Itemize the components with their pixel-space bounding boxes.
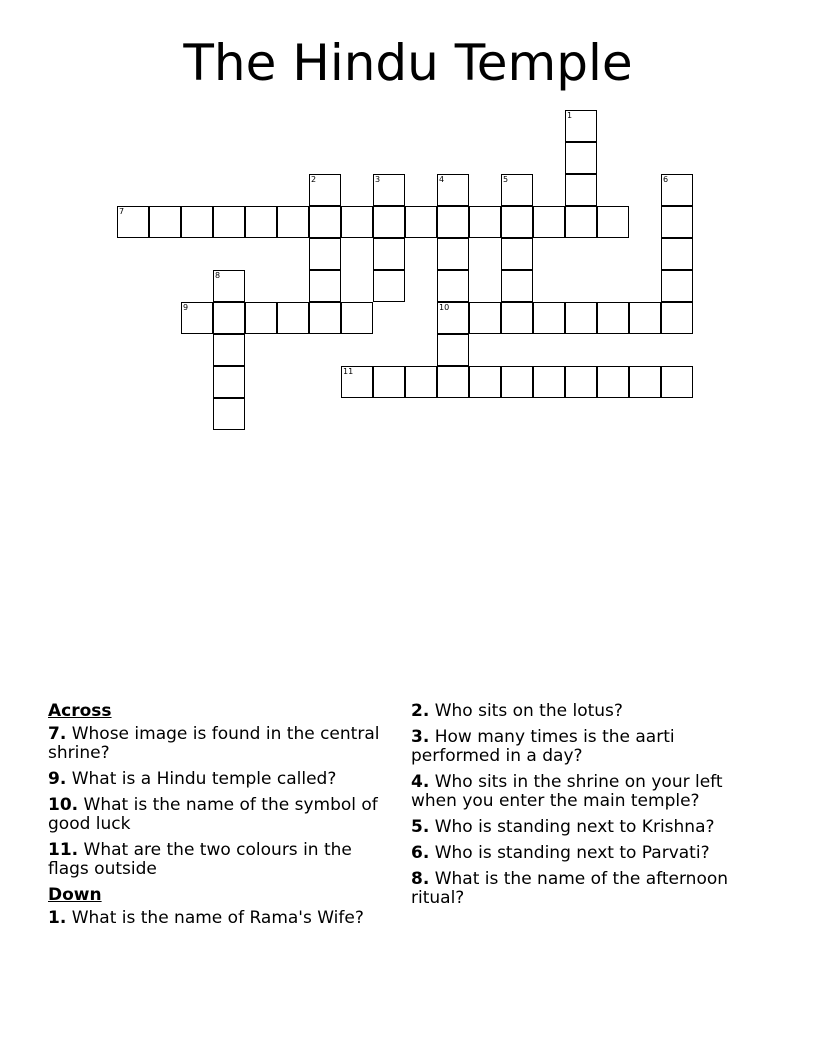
cell-number: 9 (183, 303, 189, 312)
clues-left-column (48, 702, 383, 935)
clue-down-4 (411, 773, 766, 811)
crossword-grid (0, 0, 816, 460)
clue-across-10 (48, 796, 383, 834)
clue-number: 5. (411, 817, 430, 837)
clue-number: 3. (411, 727, 430, 747)
grid-cell[interactable] (277, 206, 309, 238)
clue-number: 10. (48, 795, 79, 815)
grid-cell[interactable] (373, 238, 405, 270)
grid-cell[interactable] (245, 206, 277, 238)
grid-cell[interactable] (373, 366, 405, 398)
grid-cell[interactable] (149, 206, 181, 238)
grid-cell[interactable] (501, 366, 533, 398)
grid-cell[interactable] (597, 206, 629, 238)
grid-cell[interactable] (213, 302, 245, 334)
grid-cell[interactable] (629, 302, 661, 334)
grid-cell[interactable] (309, 238, 341, 270)
clue-down-5 (411, 818, 766, 837)
grid-cell[interactable] (565, 366, 597, 398)
grid-cell[interactable] (437, 270, 469, 302)
grid-cell[interactable] (373, 270, 405, 302)
cell-number: 10 (439, 303, 450, 312)
grid-cell[interactable] (533, 206, 565, 238)
grid-cell[interactable] (501, 270, 533, 302)
cell-number: 1 (567, 111, 573, 120)
cell-number: 6 (663, 175, 669, 184)
grid-cell[interactable] (565, 174, 597, 206)
grid-cell[interactable] (437, 238, 469, 270)
clue-number: 8. (411, 869, 430, 889)
grid-cell[interactable] (501, 238, 533, 270)
clue-text: What is the name of the symbol of good luck (48, 795, 378, 834)
grid-cell[interactable] (661, 206, 693, 238)
clue-across-11 (48, 841, 383, 879)
down-heading: Down (48, 885, 102, 905)
cell-number: 4 (439, 175, 445, 184)
grid-cell[interactable] (309, 302, 341, 334)
grid-cell[interactable] (277, 302, 309, 334)
grid-cell[interactable] (501, 206, 533, 238)
grid-cell[interactable] (245, 302, 277, 334)
clue-text: Who is standing next to Parvati? (434, 843, 710, 863)
grid-cell[interactable] (501, 302, 533, 334)
grid-cell[interactable] (341, 206, 373, 238)
grid-cell[interactable] (565, 206, 597, 238)
cell-number: 11 (343, 367, 354, 376)
page-title: The Hindu Temple (183, 34, 633, 92)
grid-cell[interactable] (469, 206, 501, 238)
grid-cell[interactable] (565, 110, 597, 142)
grid-cell[interactable] (597, 366, 629, 398)
clue-text: Who is standing next to Krishna? (434, 817, 715, 837)
cell-number: 2 (311, 175, 317, 184)
grid-cell[interactable] (437, 302, 469, 334)
grid-cell[interactable] (181, 302, 213, 334)
grid-cell[interactable] (661, 302, 693, 334)
clue-number: 4. (411, 772, 430, 792)
cell-number: 8 (215, 271, 221, 280)
clue-number: 9. (48, 769, 67, 789)
clue-text: What are the two colours in the flags outside (48, 840, 352, 879)
clues-right-column (411, 702, 766, 915)
clue-text: Who sits on the lotus? (434, 701, 623, 721)
clue-down-8 (411, 870, 766, 908)
clue-across-7 (48, 725, 383, 763)
clue-number: 6. (411, 843, 430, 863)
clue-down-2 (411, 702, 766, 721)
grid-cell[interactable] (309, 174, 341, 206)
cell-number: 7 (119, 207, 125, 216)
clue-text: How many times is the aarti performed in a day? (411, 727, 675, 766)
grid-cell[interactable] (405, 206, 437, 238)
grid-cell[interactable] (373, 206, 405, 238)
grid-cell[interactable] (309, 270, 341, 302)
grid-cell[interactable] (533, 302, 565, 334)
grid-cell[interactable] (565, 142, 597, 174)
clue-number: 7. (48, 724, 67, 744)
clue-text: Whose image is found in the central shrine? (48, 724, 380, 763)
grid-cell[interactable] (501, 174, 533, 206)
grid-cell[interactable] (117, 206, 149, 238)
grid-cell[interactable] (661, 366, 693, 398)
clue-number: 11. (48, 840, 79, 860)
clue-number: 1. (48, 908, 67, 928)
grid-cell[interactable] (469, 366, 501, 398)
grid-cell[interactable] (213, 398, 245, 430)
cell-number: 3 (375, 175, 381, 184)
clue-text: Who sits in the shrine on your left when you enter the main temple? (411, 772, 723, 811)
grid-cell[interactable] (565, 302, 597, 334)
grid-cell[interactable] (341, 366, 373, 398)
clue-across-9 (48, 770, 383, 789)
grid-cell[interactable] (437, 206, 469, 238)
grid-cell[interactable] (661, 238, 693, 270)
grid-cell[interactable] (533, 366, 565, 398)
grid-cell[interactable] (437, 366, 469, 398)
grid-cell[interactable] (341, 302, 373, 334)
cell-number: 5 (503, 175, 509, 184)
grid-cell[interactable] (661, 270, 693, 302)
grid-cell[interactable] (629, 366, 661, 398)
grid-cell[interactable] (213, 334, 245, 366)
grid-cell[interactable] (437, 174, 469, 206)
grid-cell[interactable] (597, 302, 629, 334)
grid-cell[interactable] (373, 174, 405, 206)
grid-cell[interactable] (309, 206, 341, 238)
clue-text: What is the name of Rama's Wife? (71, 908, 364, 928)
grid-cell[interactable] (661, 174, 693, 206)
across-heading: Across (48, 701, 112, 721)
clue-down-3 (411, 728, 766, 766)
grid-cell[interactable] (469, 302, 501, 334)
grid-cell[interactable] (437, 334, 469, 366)
clue-text: What is a Hindu temple called? (71, 769, 337, 789)
grid-cell[interactable] (213, 270, 245, 302)
grid-cell[interactable] (213, 366, 245, 398)
grid-cell[interactable] (405, 366, 437, 398)
clue-down-1 (48, 909, 383, 928)
clue-down-6 (411, 844, 766, 863)
clue-number: 2. (411, 701, 430, 721)
grid-cell[interactable] (213, 206, 245, 238)
clue-text: What is the name of the afternoon ritual? (411, 869, 729, 908)
grid-cell[interactable] (181, 206, 213, 238)
